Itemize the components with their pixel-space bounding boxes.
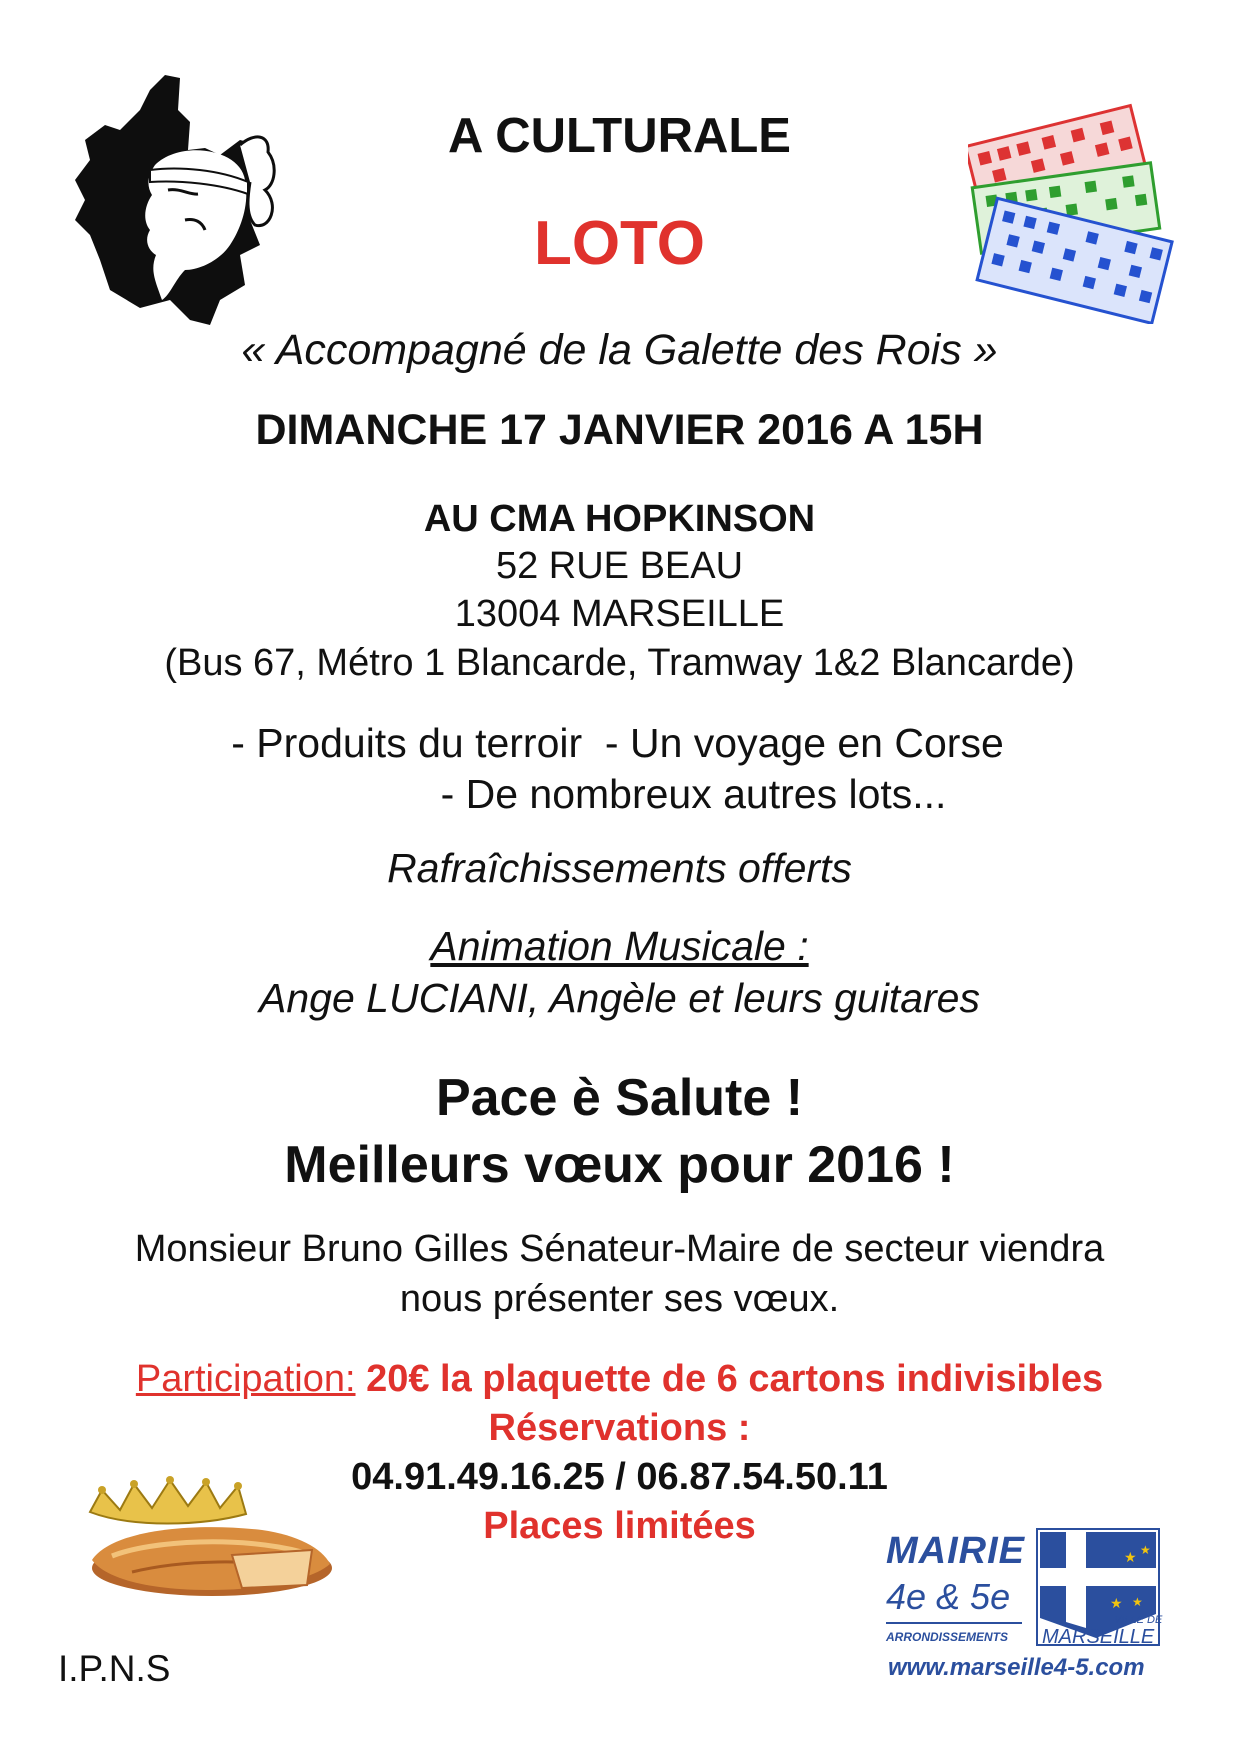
announcement-line-1: Monsieur Bruno Gilles Sénateur-Maire de secteur viendra bbox=[134, 1228, 1105, 1270]
svg-text:★: ★ bbox=[1124, 1550, 1137, 1566]
mairie-logo-title: MAIRIE bbox=[886, 1530, 1025, 1572]
prizes-line-2: - De nombreux autres lots... bbox=[440, 771, 947, 817]
svg-text:★: ★ bbox=[1110, 1596, 1123, 1612]
greeting-line-1: Pace è Salute ! bbox=[435, 1069, 804, 1127]
reservation-phones: 04.91.49.16.25 / 06.87.54.50.11 bbox=[351, 1456, 888, 1498]
event-subtitle: « Accompagné de la Galette des Rois » bbox=[241, 326, 998, 374]
places-limited-note: Places limitées bbox=[483, 1505, 756, 1547]
venue-transport: (Bus 67, Métro 1 Blancarde, Tramway 1&2 Blancarde) bbox=[164, 642, 1075, 684]
greeting-line-2: Meilleurs vœux pour 2016 ! bbox=[284, 1136, 955, 1194]
ipns-mention: I.P.N.S bbox=[58, 1648, 171, 1689]
marseille-label: MARSEILLE bbox=[1042, 1626, 1155, 1648]
venue-street: 52 RUE BEAU bbox=[495, 545, 744, 587]
prizes-line-1: - Produits du terroir - Un voyage en Corse bbox=[231, 720, 1004, 766]
music-performers: Ange LUCIANI, Angèle et leurs guitares bbox=[259, 975, 980, 1021]
announcement-line-2: nous présenter ses vœux. bbox=[399, 1278, 840, 1320]
venue-city: 13004 MARSEILLE bbox=[454, 593, 785, 635]
svg-text:★: ★ bbox=[1140, 1543, 1151, 1557]
reservations-label: Réservations : bbox=[488, 1407, 751, 1449]
participation-detail: 20€ la plaquette de 6 cartons indivisibles bbox=[366, 1358, 1104, 1400]
participation-line bbox=[0, 1358, 1239, 1401]
mairie-logo-arrondissements: ARRONDISSEMENTS bbox=[886, 1630, 1009, 1644]
organization-title: A CULTURALE bbox=[448, 109, 791, 163]
ville-de-label: VILLE DE bbox=[1114, 1614, 1163, 1626]
galette-des-rois-image bbox=[72, 1460, 337, 1605]
venue-name: AU CMA HOPKINSON bbox=[423, 498, 816, 540]
participation-label: Participation: bbox=[135, 1358, 356, 1400]
event-title: LOTO bbox=[533, 209, 706, 278]
refreshments-note: Rafraîchissements offerts bbox=[387, 845, 852, 891]
mairie-logo-rule bbox=[886, 1622, 1022, 1624]
mairie-website: www.marseille4-5.com bbox=[888, 1654, 1145, 1681]
mairie-logo-arrondissements-number: 4e & 5e bbox=[886, 1576, 1011, 1617]
event-date: DIMANCHE 17 JANVIER 2016 A 15H bbox=[255, 406, 984, 454]
svg-text:★: ★ bbox=[1132, 1595, 1143, 1609]
music-heading: Animation Musicale : bbox=[430, 923, 809, 969]
mairie-logo bbox=[880, 1528, 1170, 1688]
